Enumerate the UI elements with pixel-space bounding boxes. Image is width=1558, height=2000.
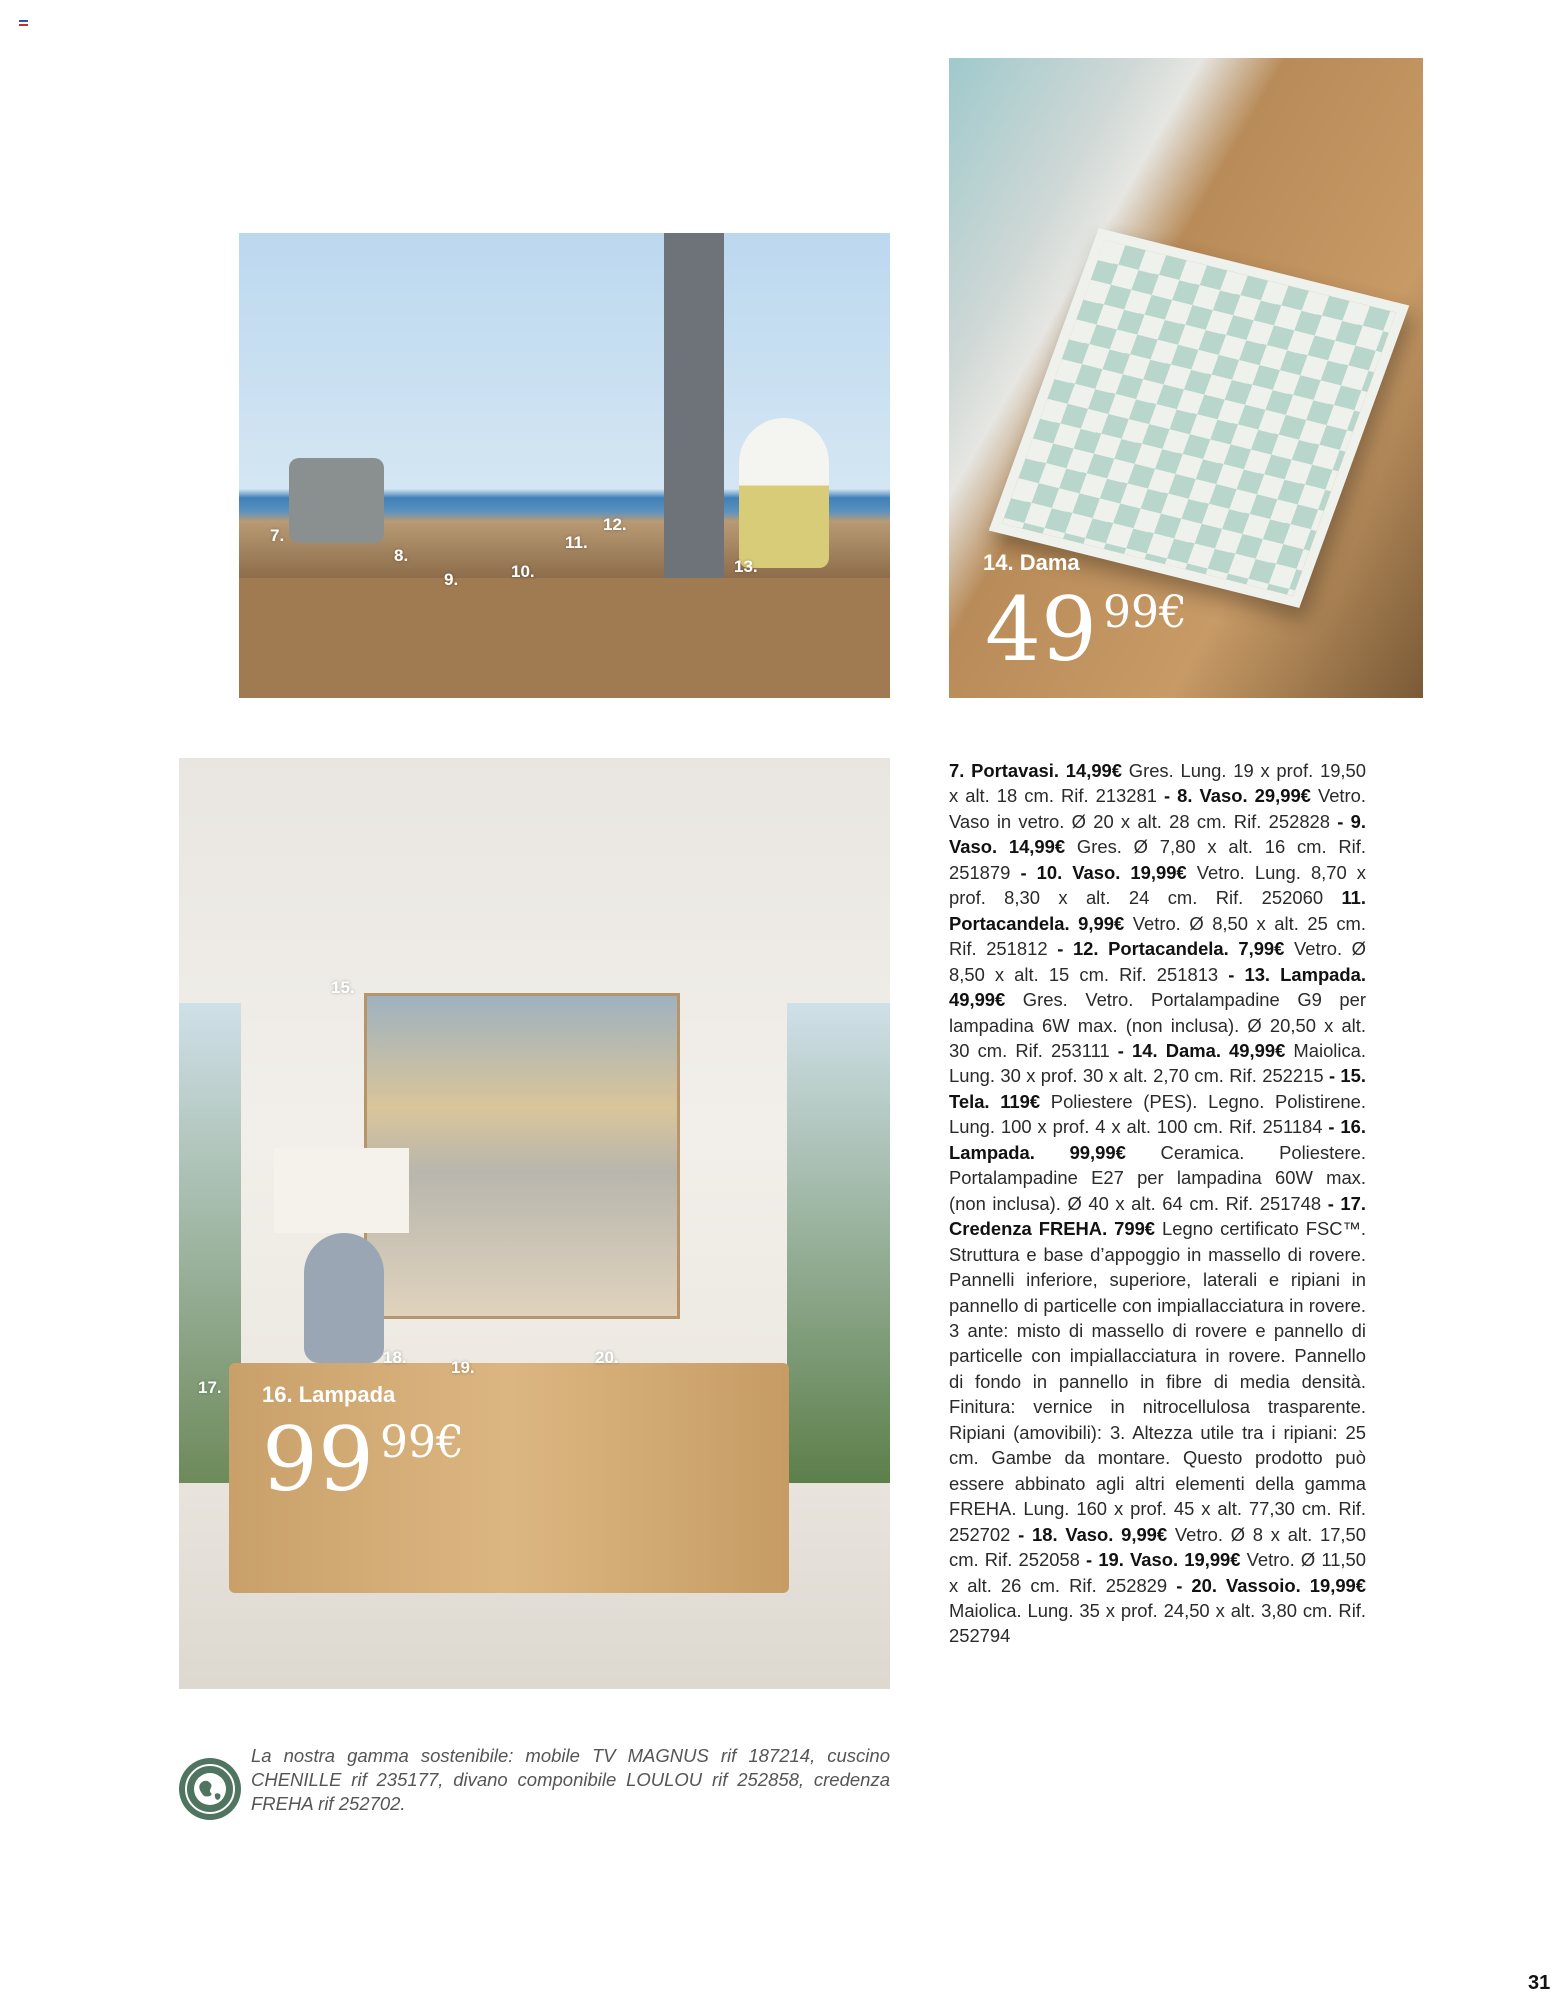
- product-details: Ceramica. Poliestere. Portalampadine E27 per lampadina 60W max. (non inclusa). Ø 40 x alt. 64 cm. Rif. 251748: [949, 1141, 1366, 1214]
- product-details: Maiolica. Lung. 30 x prof. 30 x alt. 2,70 cm. Rif. 252215: [949, 1039, 1366, 1087]
- product-name-lampada: 16. Lampada: [262, 1382, 396, 1407]
- product-title-price: - 13. Lampada. 49,99€: [949, 963, 1366, 1011]
- label-9: 9.: [444, 570, 459, 589]
- lamp-shape: [739, 418, 829, 568]
- product-title-price: 7. Portavasi. 14,99€: [949, 760, 1123, 781]
- product-title-price: - 12. Portacandela. 7,99€: [1057, 938, 1285, 960]
- label-13: 13.: [734, 557, 758, 576]
- price-dec: 99€: [379, 1417, 464, 1468]
- product-details: Vetro. Vaso in vetro. Ø 20 x alt. 28 cm. Rif. 252828: [949, 785, 1366, 832]
- label-20: 20.: [595, 1348, 619, 1367]
- product-details: Gres. Vetro. Portalampadine G9 per lampadina 6W max. (non inclusa). Ø 20,50 x alt. 30 cm. Rif. 253111: [949, 989, 1366, 1061]
- product-title-price: - 8. Vaso. 29,99€: [1164, 785, 1311, 807]
- label-15: 15.: [331, 978, 355, 997]
- price-int: 49: [985, 578, 1097, 681]
- product-details: Vetro. Ø 8,50 x alt. 25 cm. Rif. 251812: [949, 912, 1366, 960]
- price-dama: [985, 578, 1187, 681]
- product-title-price: - 15. Tela. 119€: [949, 1065, 1366, 1112]
- product-name-dama: 14. Dama: [983, 550, 1080, 575]
- price-lampada: [262, 1408, 464, 1511]
- label-19: 19.: [451, 1358, 475, 1377]
- label-11: 11.: [565, 533, 588, 552]
- price-dec: 99€: [1102, 587, 1187, 638]
- flag-icon: [19, 20, 28, 26]
- product-details: Gres. Lung. 19 x prof. 19,50 x alt. 18 cm. Rif. 213281: [949, 760, 1366, 807]
- product-details: Gres. Ø 7,80 x alt. 16 cm. Rif. 251879: [949, 836, 1366, 883]
- price-int: 99: [262, 1408, 374, 1511]
- canvas-painting: [364, 993, 680, 1319]
- product-title-price: - 14. Dama. 49,99€: [1117, 1039, 1286, 1061]
- product-details: Maiolica. Lung. 35 x prof. 24,50 x alt. 3,80 cm. Rif. 252794: [949, 1599, 1366, 1647]
- shelf-photo: [239, 233, 890, 698]
- product-details: Poliestere (PES). Legno. Polistirene. Lung. 100 x prof. 4 x alt. 100 cm. Rif. 251184: [949, 1090, 1366, 1138]
- sideboard-photo: [179, 758, 890, 1689]
- product-title-price: - 10. Vaso. 19,99€: [1020, 861, 1187, 883]
- product-title-price: 11. Portacandela. 9,99€: [949, 887, 1366, 934]
- globe-icon: [179, 1758, 241, 1820]
- product-title-price: - 20. Vassoio. 19,99€: [1176, 1574, 1367, 1596]
- label-7: 7.: [270, 526, 285, 545]
- product-title-price: - 17. Credenza FREHA. 799€: [949, 1192, 1366, 1240]
- page-number: 31: [1528, 1972, 1551, 1994]
- label-8: 8.: [394, 546, 409, 565]
- product-details: Vetro. Ø 8,50 x alt. 15 cm. Rif. 251813: [949, 938, 1366, 985]
- label-10: 10.: [511, 562, 535, 581]
- label-17: 17.: [198, 1378, 222, 1397]
- product-details: Vetro. Ø 8 x alt. 17,50 cm. Rif. 252058: [949, 1523, 1366, 1571]
- label-12: 12.: [603, 515, 627, 534]
- product-title-price: - 18. Vaso. 9,99€: [1018, 1523, 1168, 1545]
- product-details: Legno certificato FSC™. Struttura e base d’appoggio in massello di rovere. Pannelli inferiore, superiore, laterali e ripiani in pannello di particelle con impiallacciatura in rovere. 3 ante: misto di massello di rovere e pannello di particelle con impiallacciatura in rovere. Pannello di fondo in pannello in fibre di media densità. Finitura: vernice in nitrocellulosa trasparente. Ripiani (amovibili): 3. Altezza utile tra i ripiani: 25 cm. Gambe da montare. Questo prodotto può essere abbinato agli altri elementi della gamma FREHA. Lung. 160 x prof. 45 x alt. 77,30 cm. Rif. 252702: [949, 1218, 1366, 1545]
- product-description: [949, 758, 1366, 1649]
- product-details: Vetro. Ø 11,50 x alt. 26 cm. Rif. 252829: [949, 1549, 1366, 1596]
- sustainable-range-note: La nostra gamma sostenibile: mobile TV MAGNUS rif 187214, cuscino CHENILLE rif 235177, divano componibile LOULOU rif 252858, credenza FREHA rif 252702.: [251, 1745, 890, 1814]
- lamp-shape: [274, 1148, 409, 1233]
- label-18: 18.: [383, 1348, 407, 1367]
- product-details: Vetro. Lung. 8,70 x prof. 8,30 x alt. 24 cm. Rif. 252060: [949, 861, 1366, 909]
- product-title-price: - 19. Vaso. 19,99€: [1086, 1549, 1241, 1571]
- dama-photo: [949, 58, 1423, 698]
- vase-shape: [289, 458, 384, 543]
- product-title-price: - 16. Lampada. 99,99€: [949, 1116, 1366, 1163]
- product-title-price: - 9. Vaso. 14,99€: [949, 810, 1366, 858]
